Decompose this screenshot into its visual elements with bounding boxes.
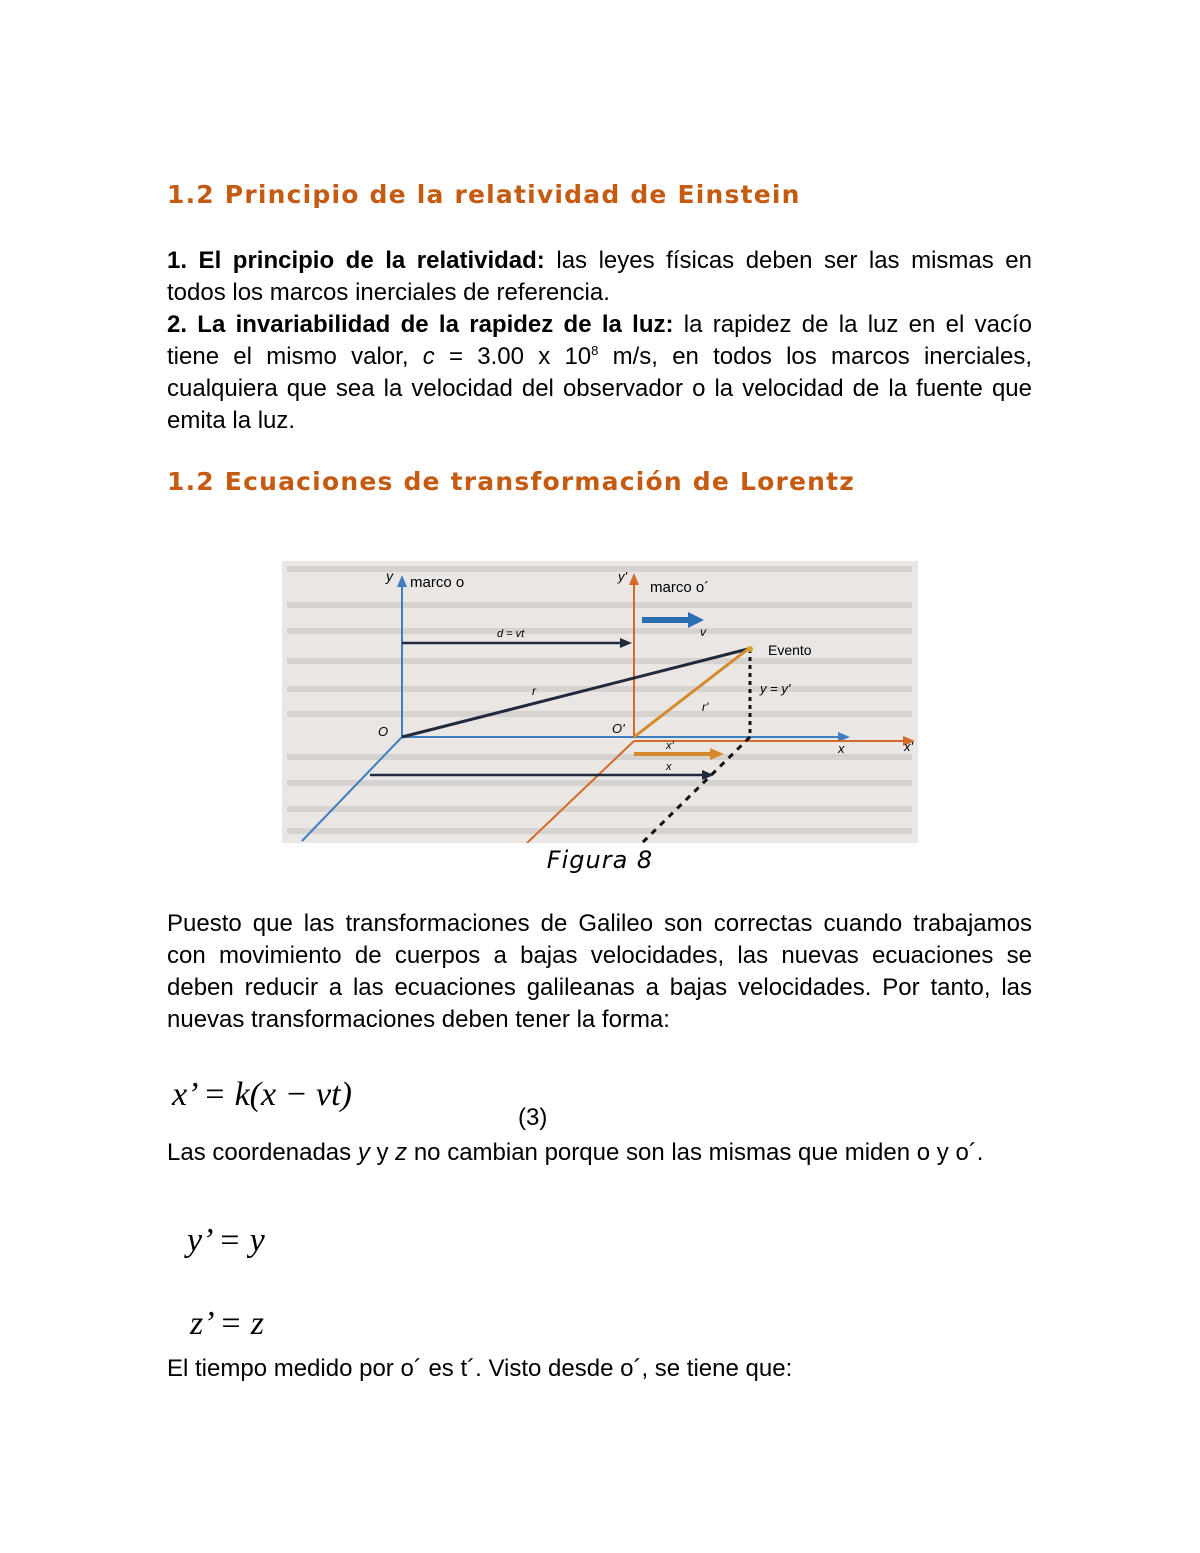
label-y: y — [386, 568, 393, 584]
principle-2-text-c: m/s, en todos los marcos inerciales, cualquiera que sea la velocidad del observador o la velocidad de la fuente que emita la luz. — [167, 343, 1032, 434]
equation-y-prime: y’ = y — [187, 1222, 265, 1259]
exponent: 8 — [591, 343, 599, 358]
galileo-paragraph: Puesto que las transformaciones de Galileo son correctas cuando trabajamos con movimiento de cuerpos a bajas velocidades, las nuevas ecuaciones se deben reducir a las ecuaciones galileanas a bajas velocidades. Por tanto, las nuevas transformaciones deben tener la forma: — [167, 910, 1032, 1033]
coordinates-paragraph — [167, 1137, 1032, 1169]
label-x-arrow: x — [666, 761, 672, 773]
label-origin-o: O — [378, 724, 389, 739]
label-d-vt: d = vt — [497, 628, 525, 640]
principle-2-title: 2. La invariabilidad de la rapidez de la luz: — [167, 311, 674, 338]
section-heading-lorentz: 1.2 Ecuaciones de transformación de Lorentz — [167, 467, 856, 496]
section-heading-einstein: 1.2 Principio de la relatividad de Einstein — [167, 180, 801, 209]
label-y-equals-y-prime: y = y' — [760, 681, 791, 696]
principle-1-title: 1. El principio de la relatividad: — [167, 247, 545, 274]
label-r-prime: r' — [702, 700, 709, 714]
label-x-prime-arrow: x' — [666, 740, 674, 752]
principle-2-text-b: = 3.00 x 10 — [434, 343, 592, 370]
coordinates-text-c: no cambian porque son las mismas que miden o y o´. — [407, 1139, 984, 1166]
lorentz-figure — [282, 561, 918, 843]
label-r: r — [532, 684, 536, 698]
figure-caption: Figura 8 — [546, 846, 654, 874]
equation-z-prime: z’ = z — [190, 1305, 264, 1342]
principle-1-text: las leyes físicas deben ser las mismas en todos los marcos inerciales de referencia. — [167, 247, 1032, 306]
equation-x-prime: x’ = k(x − vt) — [172, 1076, 352, 1113]
label-evento: Evento — [768, 642, 812, 658]
label-x-prime-axis: x' — [904, 739, 913, 754]
event-point — [747, 646, 753, 652]
coordinates-text-b: y — [369, 1139, 396, 1166]
label-y-prime: y' — [618, 569, 627, 584]
principle-2-text-a: la rapidez de la luz en el vacío tiene el mismo valor, — [167, 311, 1032, 370]
light-speed-symbol: c — [422, 343, 435, 370]
coordinate-y: y — [357, 1139, 370, 1166]
principle-2-paragraph — [167, 309, 1032, 437]
coordinates-text-a: Las coordenadas — [167, 1139, 358, 1166]
principle-1-paragraph — [167, 245, 1032, 309]
time-paragraph: El tiempo medido por o´ es t´. Visto desde o´, se tiene que: — [167, 1355, 793, 1382]
equation-number: (3) — [518, 1104, 548, 1131]
label-marco-o-prime: marco o´ — [650, 579, 710, 596]
label-marco-o: marco o — [410, 574, 465, 591]
label-x-axis: x — [838, 741, 845, 756]
coordinate-z: z — [395, 1139, 408, 1166]
label-v: v — [700, 625, 706, 639]
label-origin-o-prime: O' — [612, 721, 625, 736]
